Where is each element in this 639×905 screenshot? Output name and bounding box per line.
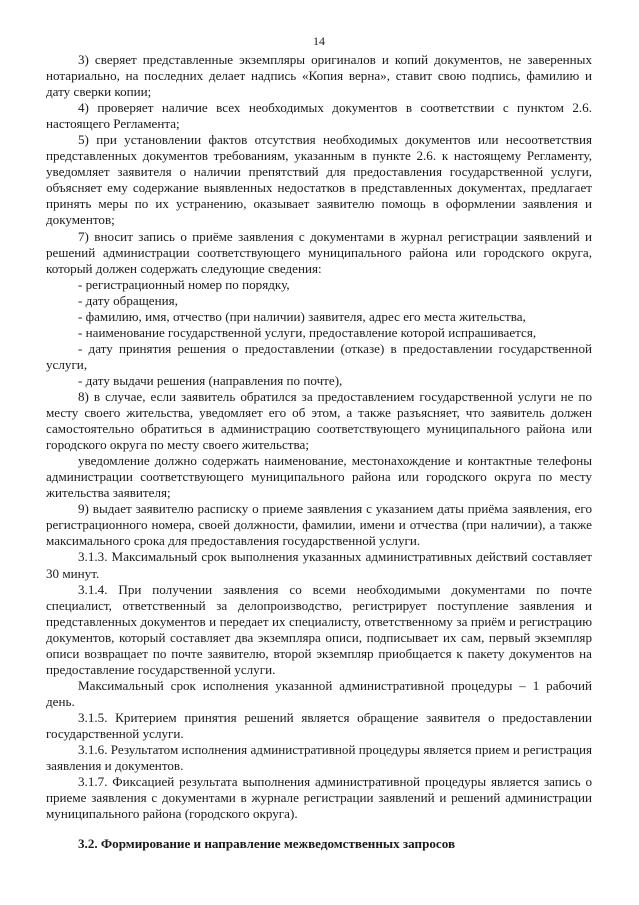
paragraph-item-4: 4) проверяет наличие всех необходимых документов в соответствии с пунктом 2.6. настоящего Регламента;: [46, 100, 592, 132]
paragraph-3-1-3: 3.1.3. Максимальный срок выполнения указанных административных действий составляет 30 минут.: [46, 549, 592, 581]
paragraph-3-1-6: 3.1.6. Результатом исполнения административной процедуры является прием и регистрация заявления и документов.: [46, 742, 592, 774]
list-item-decision-date: - дату принятия решения о предоставлении (отказе) в предоставлении государственной услуги,: [46, 340, 592, 372]
list-item-service-name: - наименование государственной услуги, предоставление которой испрашивается,: [78, 324, 537, 340]
paragraph-notification: уведомление должно содержать наименование, местонахождение и контактные телефоны администрации соответствующего муниципального района или городского округа по месту жительства заявителя;: [46, 453, 592, 501]
paragraph-item-3: 3) сверяет представленные экземпляры оригиналов и копий документов, не заверенных нотариально, на последних делает надпись «Копия верна», ставит свою подпись, фамилию и дату сверки копии;: [46, 52, 592, 100]
list-item-registration-number: - регистрационный номер по порядку,: [78, 276, 290, 292]
paragraph-item-5: 5) при установлении фактов отсутствия необходимых документов или несоответствия представленных документов требованиям, указанным в пункте 2.6. к настоящему Регламенту, уведомляет заявителя о наличии препятствий для предоставления государственной услуги, объясняет ему содержание выявленных недостатков в представленных документах, предлагает принять меры по их устранению, оказывает заявителю помощь в оформлении заявления и документов;: [46, 132, 592, 228]
page-number: 14: [313, 34, 325, 48]
list-item-request-date: - дату обращения,: [78, 292, 178, 308]
list-item-applicant-name: - фамилию, имя, отчество (при наличии) заявителя, адрес его места жительства,: [78, 308, 526, 324]
paragraph-item-9: 9) выдает заявителю расписку о приеме заявления с указанием даты приёма заявления, его регистрационного номера, своей должности, фамилии, имени и отчества (при наличии), а также максимального срока для предоставления государственной услуги.: [46, 501, 592, 549]
paragraph-3-1-7: 3.1.7. Фиксацией результата выполнения административной процедуры является запись о приеме заявления с документами в журнале регистрации заявлений и решений администрации муниципального района (городского округа).: [46, 774, 592, 822]
paragraph-item-8: 8) в случае, если заявитель обратился за предоставлением государственной услуги не по месту своего жительства, уведомляет его об этом, а также разъясняет, что заявитель должен самостоятельно обратиться в администрацию соответствующего муниципального района или городского округа по месту своего жительства;: [46, 388, 592, 453]
paragraph-item-7: 7) вносит запись о приёме заявления с документами в журнал регистрации заявлений и решений администрации соответствующего муниципального района или городского округа, который должен содержать следующие сведения:: [46, 228, 592, 276]
section-heading: 3.2. Формирование и направление межведомственных запросов: [78, 836, 456, 852]
list-item-issue-date: - дату выдачи решения (направления по почте),: [78, 372, 343, 388]
paragraph-3-1-4: 3.1.4. При получении заявления со всеми необходимыми документами по почте специалист, ответственный за делопроизводство, регистрирует поступление заявления и представленных документов и передает их специалисту, ответственному за приём и регистрацию документов, который составляет два экземпляра описи, подписывает их сам, первый экземпляр описи возвращает по почте заявителю, второй экземпляр приобщается к пакету документов на предоставление государственной услуги.: [46, 581, 592, 677]
paragraph-3-1-5: 3.1.5. Критерием принятия решений является обращение заявителя о предоставлении государственной услуги.: [46, 709, 592, 741]
paragraph-max-term: Максимальный срок исполнения указанной административной процедуры – 1 рабочий день.: [46, 677, 592, 709]
